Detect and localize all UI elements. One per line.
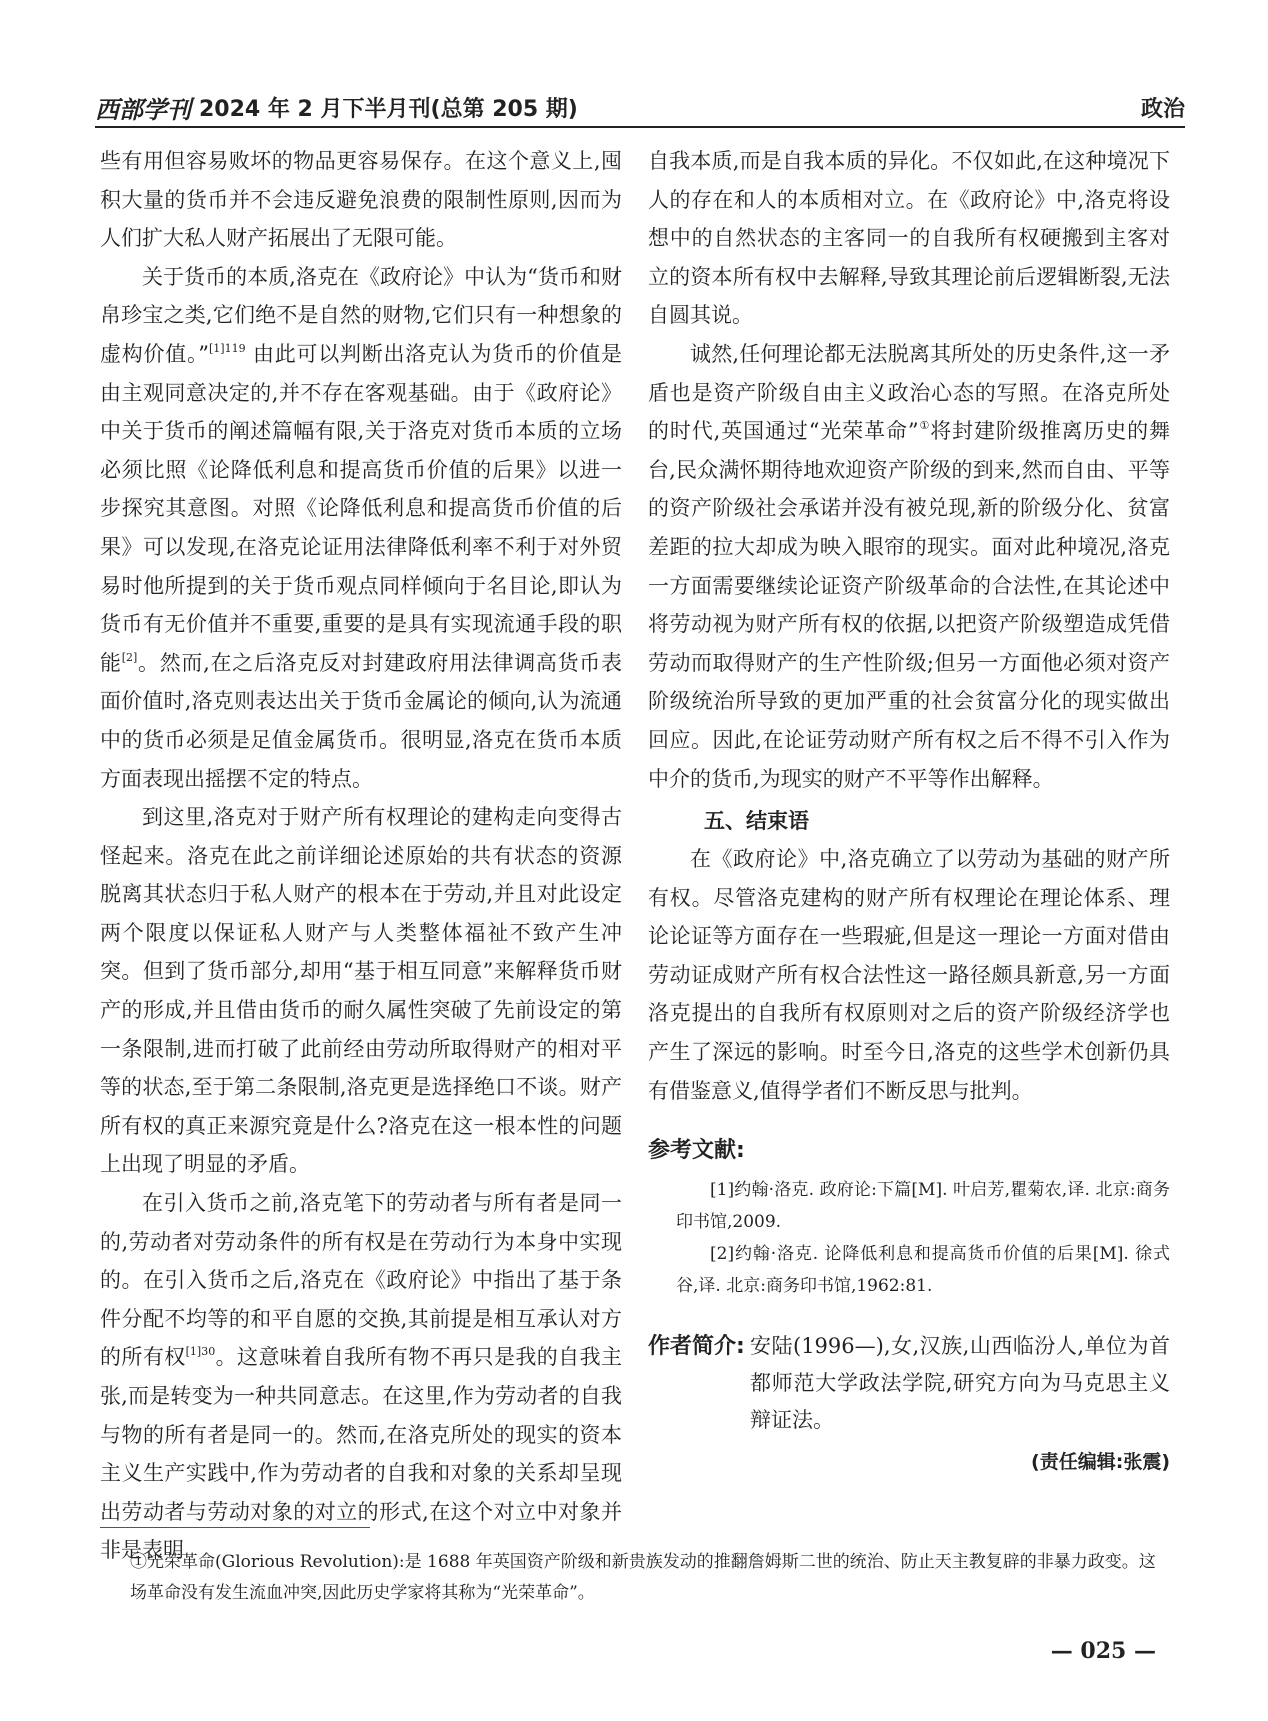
paragraph: 自我本质,而是自我本质的异化。不仅如此,在这种境况下人的存在和人的本质相对立。在《政府论》中,洛克将设想中的自然状态的主客同一的自我所有权硬搬到主客对立的资本所有权中去解释,导致其理论前后逻辑断裂,无法自圆其说。 xyxy=(648,149,1170,328)
left-column xyxy=(100,142,622,1570)
journal-logo: 西部学刊 xyxy=(95,95,191,124)
section-label: 政治 xyxy=(1140,97,1185,122)
reference-item: [2]约翰·洛克. 论降低利息和提高货币价值的后果[M]. 徐式谷,译. 北京:商务印书馆,1962:81. xyxy=(676,1244,1170,1297)
paragraph xyxy=(100,258,622,798)
paragraph-text: 在引入货币之前,洛克笔下的劳动者与所有者是同一的,劳动者对劳动条件的所有权是在劳动行为本身中实现的。在引入货币之后,洛克在《政府论》中指出了基于条件分配不均等的和平自愿的交换,其前提是相互承认对方的所有权 xyxy=(100,1191,622,1370)
header-rule xyxy=(95,126,1185,128)
footnote-marker[interactable]: ① xyxy=(918,419,931,433)
paragraph-text: 。然而,在之后洛克反对封建政府用法律调高货币表面价值时,洛克则表达出关于货币金属论的倾向,认为流通中的货币必须是足值金属货币。很明显,洛克在货币本质方面表现出摇摆不定的特点。 xyxy=(100,650,622,791)
section-heading: 五、结束语 xyxy=(704,809,809,834)
citation: [1]119 xyxy=(208,341,246,355)
page-header xyxy=(95,88,1185,130)
citation: [2] xyxy=(121,650,138,664)
paragraph xyxy=(100,1184,622,1570)
paragraph-text: 关于货币的本质,洛克在《政府论》中认为“货币和财帛珍宝之类,它们绝不是自然的财物,它们只有一种想象的虚构价值。” xyxy=(100,264,622,366)
references-title: 参考文献: xyxy=(648,1138,745,1164)
author-bio-label: 作者简介: xyxy=(648,1334,745,1360)
issue-info: 2024 年 2 月下半月刊(总第 205 期) xyxy=(199,97,578,122)
author-bio xyxy=(648,1328,1170,1439)
footnote: ①光荣革命(Glorious Revolution):是 1688 年英国资产阶级和新贵族发动的推翻詹姆斯二世的统治、防止天主教复辟的非暴力政变。这场革命没有发生流血冲突,因此历史学家将其称为“光荣革命”。 xyxy=(130,1552,1156,1603)
paragraph: 在《政府论》中,洛克确立了以劳动为基础的财产所有权。尽管洛克建构的财产所有权理论在理论体系、理论论证等方面存在一些瑕疵,但是这一理论一方面对借由劳动证成财产所有权合法性这一路径颇具新意,另一方面洛克提出的自我所有权原则对之后的资产阶级经济学也产生了深远的影响。时至今日,洛克的这些学术创新仍具有借鉴意义,值得学者们不断反思与批判。 xyxy=(648,847,1170,1103)
paragraph-text: 将封建阶级推离历史的舞台,民众满怀期待地欢迎资产阶级的到来,然而自由、平等的资产阶级社会承诺并没有被兑现,新的阶级分化、贫富差距的拉大却成为映入眼帘的现实。面对此种境况,洛克一方面需要继续论证资产阶级革命的合法性,在其论述中将劳动视为财产所有权的依据,以把资产阶级塑造成凭借劳动而取得财产的生产性阶级;但另一方面他必须对资产阶级统治所导致的更加严重的社会贫富分化的现实做出回应。因此,在论证劳动财产所有权之后不得不引入作为中介的货币,为现实的财产不平等作出解释。 xyxy=(648,419,1170,791)
paragraph xyxy=(648,335,1170,798)
paragraph-text: 。这意味着自我所有物不再只是我的自我主张,而是转变为一种共同意志。在这里,作为劳动者的自我与物的所有者是同一的。然而,在洛克所处的现实的资本主义生产实践中,作为劳动者的自我和对象的关系却呈现出劳动者与劳动对象的对立的形式,在这个对立中对象并非是表明 xyxy=(100,1345,623,1563)
author-bio-text: 安陆(1996—),女,汉族,山西临汾人,单位为首都师范大学政法学院,研究方向为马克思主义辩证法。 xyxy=(750,1334,1170,1433)
right-column xyxy=(648,142,1170,1482)
citation: [1]30 xyxy=(185,1345,216,1359)
footnote-rule xyxy=(100,1527,370,1528)
paragraph: 些有用但容易败坏的物品更容易保存。在这个意义上,囤积大量的货币并不会违反避免浪费的限制性原则,因而为人们扩大私人财产拓展出了无限可能。 xyxy=(100,149,622,251)
page-number: — 025 — xyxy=(1050,1638,1156,1664)
responsible-editor: (责任编辑:张震) xyxy=(1031,1451,1170,1474)
paragraph: 到这里,洛克对于财产所有权理论的建构走向变得古怪起来。洛克在此之前详细论述原始的共有状态的资源脱离其状态归于私人财产的根本在于劳动,并且对此设定两个限度以保证私人财产与人类整体福祉不致产生冲突。但到了货币部分,却用“基于相互同意”来解释货币财产的形成,并且借由货币的耐久属性突破了先前设定的第一条限制,进而打破了此前经由劳动所取得财产的相对平等的状态,至于第二条限制,洛克更是选择绝口不谈。财产所有权的真正来源究竟是什么?洛克在这一根本性的问题上出现了明显的矛盾。 xyxy=(100,805,622,1177)
paragraph-text: 由此可以判断出洛克认为货币的价值是由主观同意决定的,并不存在客观基础。由于《政府论》中关于货币的阐述篇幅有限,关于洛克对货币本质的立场必须比照《论降低利息和提高货币价值的后果》以进一步探究其意图。对照《论降低利息和提高货币价值的后果》可以发现,在洛克论证用法律降低利率不利于对外贸易时他所提到的关于货币观点同样倾向于名目论,即认为货币有无价值并不重要,重要的是具有实现流通手段的职能 xyxy=(100,341,622,675)
reference-item: [1]约翰·洛克. 政府论:下篇[M]. 叶启芳,瞿菊农,译. 北京:商务印书馆,2009. xyxy=(676,1180,1170,1233)
paragraph-text: 诚然,任何理论都无法脱离其所处的历史条件,这一矛盾也是资产阶级自由主义政治心态的写照。在洛克所处的时代,英国通过“光荣革命” xyxy=(648,341,1170,444)
